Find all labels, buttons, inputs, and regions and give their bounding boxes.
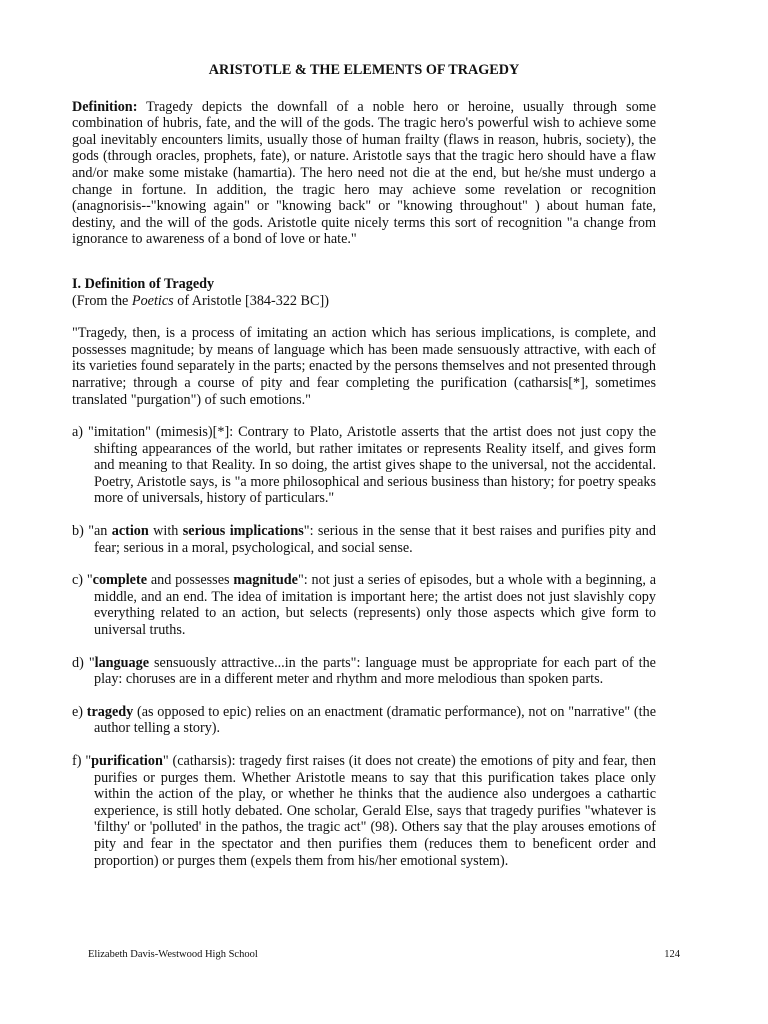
section-source	[72, 293, 656, 310]
item-e-term: tragedy	[86, 703, 134, 720]
tragedy-quote: "Tragedy, then, is a process of imitating an action which has serious implications, is complete, and possesses magnitude; by means of language which has been made sensuously attractive, with each of its varieties found separately in the parts; enacted by the persons themselves and not presented through narrative; through a course of pity and fear completing the purification (catharsis[*], sometimes translated "purgation") of such emotions."	[72, 325, 656, 408]
document-body	[72, 62, 656, 885]
item-c-pre: c) "	[72, 572, 93, 589]
definition-paragraph	[72, 99, 656, 248]
list-item-f	[72, 753, 656, 869]
item-b-term-2: serious implications	[182, 523, 304, 540]
page-number: 124	[664, 949, 680, 960]
list-item-b	[72, 523, 656, 556]
definition-label: Definition:	[72, 98, 138, 115]
source-prefix: (From the	[72, 292, 132, 309]
list-item-c	[72, 572, 656, 638]
item-e-post: (as opposed to epic) relies on an enactment (dramatic performance), not on "narrative" (the author telling a story).	[94, 703, 656, 737]
list-item-d	[72, 655, 656, 688]
document-title: ARISTOTLE & THE ELEMENTS OF TRAGEDY	[208, 62, 520, 78]
definition-text: Tragedy depicts the downfall of a noble hero or heroine, usually through some combination of hubris, fate, and the will of the gods. The tragic hero's powerful wish to achieve some goal inevitably encounters limits, usually those of human frailty (flaws in reason, hubris, society), the gods (through oracles, prophets, fate), or nature. Aristotle says that the tragic hero should have a flaw and/or make some mistake (hamartia). The hero need not die at the end, but he/she must undergo a change in fortune. In addition, the tragic hero may achieve some revelation or recognition (anagnorisis--"knowing again" or "knowing back" or "knowing throughout" ) about human fate, destiny, and the will of the gods. Aristotle quite nicely terms this sort of recognition "a change from ignorance to awareness of a bond of love or hate."	[72, 98, 656, 248]
section-heading: I. Definition of Tragedy	[72, 275, 215, 292]
item-f-term: purification	[91, 753, 163, 769]
page-footer	[88, 949, 680, 960]
list-item-a: a) "imitation" (mimesis)[*]: Contrary to Plato, Aristotle asserts that the artist does not just copy the shifting appearances of the world, but rather imitates or represents Reality itself, and gives form and meaning to that Reality. In so doing, the artist gives shape to the universal, not the accidental. Poetry, Aristotle says, is "a more philosophical and serious business than history; for poetry speaks more of universals, history of particulars."	[72, 424, 656, 507]
item-f-post: " (catharsis): tragedy first raises (it does not create) the emotions of pity and fear, then purifies or purges them. Whether Aristotle means to say that this purification takes place only within the action of the play, or whether he thinks that the audience also undergoes a cathartic experience, is still hotly debated. One scholar, Gerald Else, says that tragedy purifies "whatever is 'filthy' or 'polluted' in the pathos, the tragic act" (98). Others say that the play arouses emotions of pity and fear in the spectator and then purifies them (reduces them to beneficent order and proportion) or purges them (expels them from his/her emotional system).	[94, 753, 656, 869]
item-d-post: sensuously attractive...in the parts": language must be appropriate for each part of the play: choruses are in a different meter and rhythm and more melodious than spoken parts.	[94, 654, 656, 688]
item-b-post: ": serious in the sense that it best raises and purifies pity and fear; serious in a moral, psychological, and social sense.	[94, 523, 656, 556]
item-c-post: ": not just a series of episodes, but a whole with a beginning, a middle, and an end. The idea of imitation is important here; the artist does not just slavishly copy everything related to an action, but selects (represents) only those aspects which give form to universal truths.	[94, 572, 656, 639]
item-c-term-1: complete	[92, 572, 148, 589]
list-item-e	[72, 704, 656, 737]
source-title: Poetics	[131, 292, 174, 309]
item-f-pre: f) "	[72, 753, 92, 769]
item-c-term-2: magnitude	[233, 572, 298, 589]
item-b-mid: with	[148, 523, 183, 540]
footer-author: Elizabeth Davis-Westwood High School	[88, 949, 258, 960]
source-suffix: of Aristotle [384-322 BC])	[173, 292, 329, 309]
item-d-pre: d) "	[72, 654, 95, 671]
item-b-pre: b) "an	[72, 523, 112, 540]
item-c-mid: and possesses	[147, 572, 234, 589]
item-b-term-1: action	[111, 523, 149, 540]
item-e-pre: e)	[72, 703, 87, 720]
item-d-term: language	[94, 654, 150, 671]
